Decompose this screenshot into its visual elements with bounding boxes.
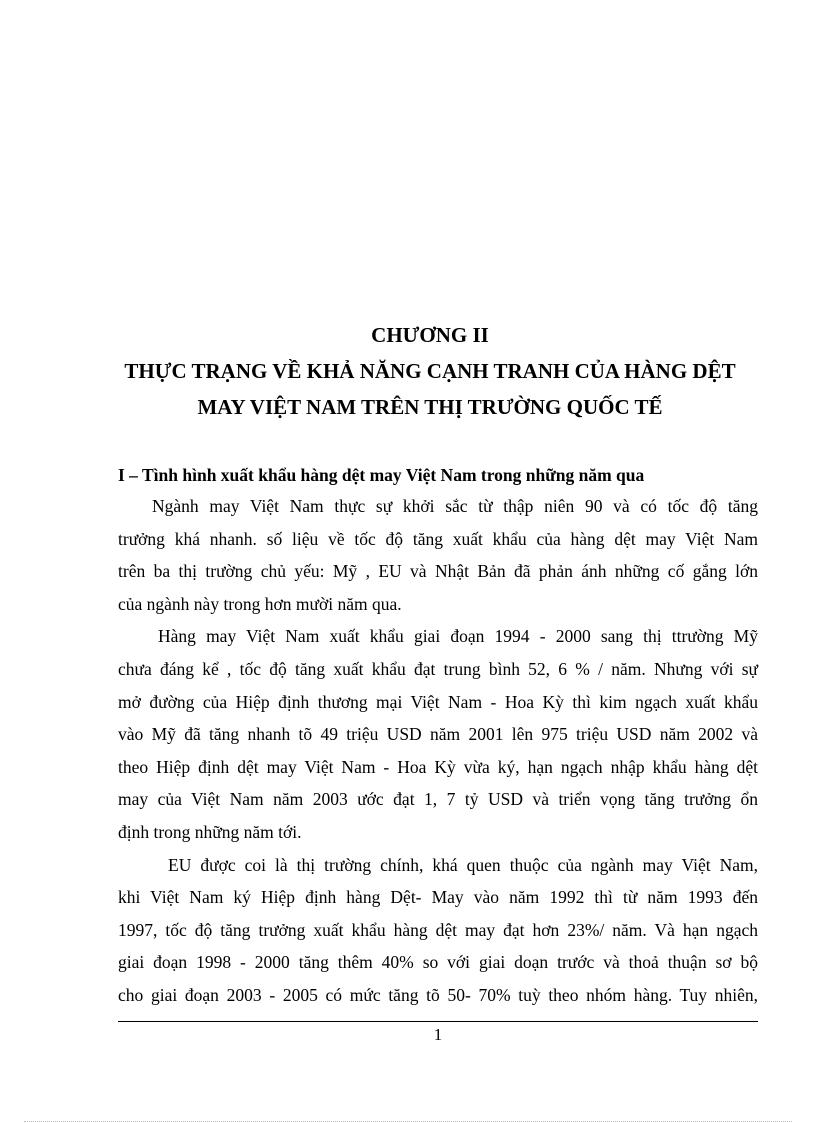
paragraph-line: trên ba thị trường chủ yếu: Mỹ , EU và Nhật Bản đã phản ánh những cố gắng lớn	[118, 561, 758, 582]
page-bottom-border	[24, 1121, 792, 1122]
paragraph-line: EU được coi là thị trường chính, khá quen thuộc của ngành may Việt Nam,	[168, 854, 758, 875]
paragraph-line: theo Hiệp định dệt may Việt Nam - Hoa Kỳ vừa ký, hạn ngạch nhập khẩu hàng dệt	[118, 756, 758, 777]
paragraph-line: khi Việt Nam ký Hiệp định hàng Dệt- May vào năm 1992 thì từ năm 1993 đến	[118, 887, 758, 908]
page-number: 1	[433, 1025, 443, 1044]
chapter-title-line-1: THỰC TRẠNG VỀ KHẢ NĂNG CẠNH TRANH CỦA HÀNG DỆT	[124, 359, 736, 383]
paragraph-line: Hàng may Việt Nam xuất khẩu giai đoạn 1994 - 2000 sang thị ttrường Mỹ	[158, 626, 758, 647]
paragraph-line: mở đường của Hiệp định thương mại Việt Nam - Hoa Kỳ thì kim ngạch xuất khẩu	[118, 691, 758, 712]
paragraph-line: Ngành may Việt Nam thực sự khởi sắc từ thập niên 90 và có tốc độ tăng	[152, 496, 758, 516]
paragraph-3	[118, 849, 758, 1012]
paragraph-line: trưởng khá nhanh. số liệu về tốc độ tăng xuất khẩu của hàng dệt may Việt Nam	[118, 528, 758, 549]
chapter-title-line-2: MAY VIỆT NAM TRÊN THỊ TRƯỜNG QUỐC TẾ	[197, 395, 663, 419]
paragraph-line: may của Việt Nam năm 2003 ước đạt 1, 7 tỷ USD và triển vọng tăng trưởng ổn	[118, 789, 758, 810]
paragraph-1	[118, 490, 758, 620]
footer-divider	[118, 1021, 758, 1022]
paragraph-line: giai đoạn 1998 - 2000 tăng thêm 40% so với giai doạn trước và thoả thuận sơ bộ	[118, 952, 758, 973]
paragraph-line: định trong những năm tới.	[118, 821, 302, 842]
chapter-label: CHƯƠNG II	[371, 323, 489, 347]
paragraph-line: 1997, tốc độ tăng trưởng xuất khẩu hàng dệt may đạt hơn 23%/ năm. Và hạn ngạch	[118, 919, 758, 940]
paragraph-2	[118, 620, 758, 848]
paragraph-line: của ngành này trong hơn mười năm qua.	[118, 593, 402, 614]
section-heading: I – Tình hình xuất khẩu hàng dệt may Việt Nam trong những năm qua	[118, 465, 645, 485]
paragraph-line: cho giai đoạn 2003 - 2005 có mức tăng tõ 50- 70% tuỳ theo nhóm hàng. Tuy nhiên,	[118, 984, 758, 1005]
body-text	[118, 490, 758, 1012]
paragraph-line: chưa đáng kể , tốc độ tăng xuất khẩu đạt trung bình 52, 6 % / năm. Nhưng với sự	[118, 658, 758, 679]
paragraph-line: vào Mỹ đã tăng nhanh tõ 49 triệu USD năm 2001 lên 975 triệu USD năm 2002 và	[118, 724, 758, 745]
